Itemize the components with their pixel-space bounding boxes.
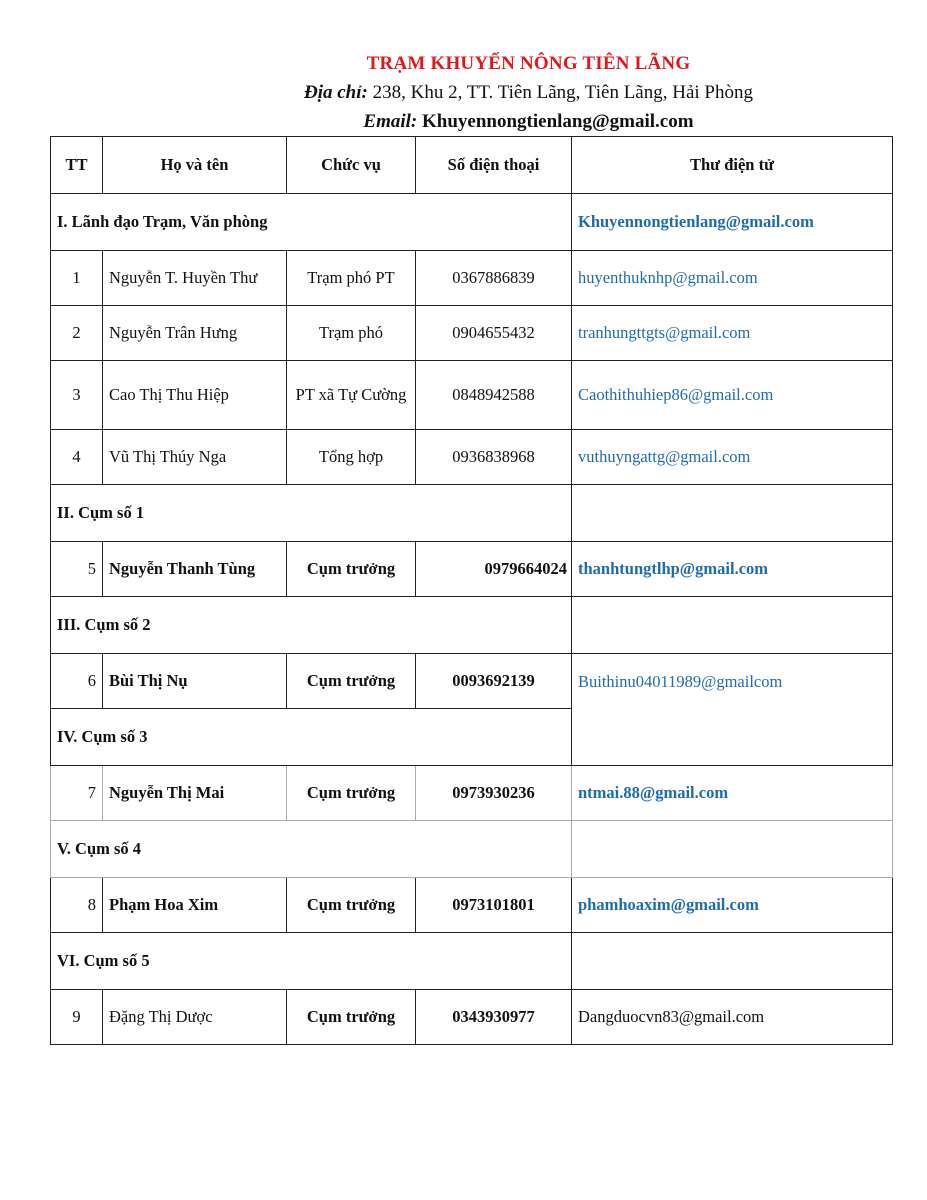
cell-name: Bùi Thị Nụ bbox=[103, 654, 287, 709]
cell-tt: 6 bbox=[51, 654, 103, 709]
cell-email[interactable]: ntmai.88@gmail.com bbox=[572, 766, 893, 821]
cell-name: Nguyễn Trân Hưng bbox=[103, 306, 287, 361]
cell-tt: 4 bbox=[51, 430, 103, 485]
cell-tt: 2 bbox=[51, 306, 103, 361]
table-row bbox=[51, 251, 893, 306]
address-line bbox=[0, 82, 927, 104]
section-row bbox=[51, 933, 893, 990]
table-row bbox=[51, 766, 893, 821]
cell-email[interactable]: phamhoaxim@gmail.com bbox=[572, 878, 893, 933]
cell-position: Cụm trưởng bbox=[287, 654, 416, 709]
section-email[interactable]: Khuyennongtienlang@gmail.com bbox=[572, 194, 893, 251]
cell-email[interactable]: huyenthuknhp@gmail.com bbox=[572, 251, 893, 306]
col-name: Họ và tên bbox=[103, 137, 287, 194]
cell-position: Cụm trưởng bbox=[287, 990, 416, 1045]
cell-tt: 7 bbox=[51, 766, 103, 821]
cell-email[interactable]: vuthuyngattg@gmail.com bbox=[572, 430, 893, 485]
cell-name: Nguyễn T. Huyền Thư bbox=[103, 251, 287, 306]
table-row bbox=[51, 430, 893, 485]
section-row bbox=[51, 194, 893, 251]
email-line bbox=[0, 111, 927, 133]
cell-phone: 0973930236 bbox=[416, 766, 572, 821]
section-title: VI. Cụm số 5 bbox=[51, 933, 572, 990]
table-header-row bbox=[51, 137, 893, 194]
section-title: I. Lãnh đạo Trạm, Văn phòng bbox=[51, 194, 572, 251]
cell-position: Trạm phó PT bbox=[287, 251, 416, 306]
email-text: Khuyennongtienlang@gmail.com bbox=[417, 111, 694, 132]
cell-position: Cụm trưởng bbox=[287, 766, 416, 821]
cell-phone: 0936838968 bbox=[416, 430, 572, 485]
cell-email[interactable]: thanhtungtlhp@gmail.com bbox=[572, 542, 893, 597]
section-row bbox=[51, 485, 893, 542]
address-label: Địa chỉ: bbox=[304, 82, 368, 103]
table-row bbox=[51, 878, 893, 933]
table-row bbox=[51, 361, 893, 430]
cell-email[interactable]: Caothithuhiep86@gmail.com bbox=[572, 361, 893, 430]
col-email: Thư điện tử bbox=[572, 137, 893, 194]
page-title: TRẠM KHUYẾN NÔNG TIÊN LÃNG bbox=[366, 53, 691, 74]
table-row bbox=[51, 654, 893, 709]
col-phone: Số điện thoại bbox=[416, 137, 572, 194]
address-text: 238, Khu 2, TT. Tiên Lãng, Tiên Lãng, Hải Phòng bbox=[367, 82, 753, 103]
cell-position: Tổng hợp bbox=[287, 430, 416, 485]
cell-name: Đặng Thị Dược bbox=[103, 990, 287, 1045]
table-row bbox=[51, 990, 893, 1045]
table-row bbox=[51, 542, 893, 597]
cell-name: Vũ Thị Thúy Nga bbox=[103, 430, 287, 485]
cell-tt: 1 bbox=[51, 251, 103, 306]
col-position: Chức vụ bbox=[287, 137, 416, 194]
cell-phone: 0979664024 bbox=[416, 542, 572, 597]
section-row bbox=[51, 597, 893, 654]
section-empty bbox=[572, 821, 893, 878]
cell-phone: 0343930977 bbox=[416, 990, 572, 1045]
cell-position: PT xã Tự Cường bbox=[287, 361, 416, 430]
cell-name: Phạm Hoa Xim bbox=[103, 878, 287, 933]
table-row bbox=[51, 306, 893, 361]
cell-position: Trạm phó bbox=[287, 306, 416, 361]
cell-position: Cụm trưởng bbox=[287, 878, 416, 933]
cell-tt: 3 bbox=[51, 361, 103, 430]
section-title: III. Cụm số 2 bbox=[51, 597, 572, 654]
section-title: II. Cụm số 1 bbox=[51, 485, 572, 542]
cell-email[interactable]: Dangduocvn83@gmail.com bbox=[572, 990, 893, 1045]
cell-email[interactable]: tranhungttgts@gmail.com bbox=[572, 306, 893, 361]
cell-position: Cụm trưởng bbox=[287, 542, 416, 597]
section-empty bbox=[572, 933, 893, 990]
email-label: Email: bbox=[363, 111, 418, 132]
cell-tt: 8 bbox=[51, 878, 103, 933]
col-tt: TT bbox=[51, 137, 103, 194]
section-row bbox=[51, 821, 893, 878]
cell-phone: 0904655432 bbox=[416, 306, 572, 361]
section-empty bbox=[572, 485, 893, 542]
cell-name: Cao Thị Thu Hiệp bbox=[103, 361, 287, 430]
cell-phone: 0973101801 bbox=[416, 878, 572, 933]
contact-table bbox=[50, 136, 893, 1045]
cell-tt: 5 bbox=[51, 542, 103, 597]
section-empty bbox=[572, 597, 893, 654]
cell-phone: 0848942588 bbox=[416, 361, 572, 430]
section-title: V. Cụm số 4 bbox=[51, 821, 572, 878]
cell-tt: 9 bbox=[51, 990, 103, 1045]
cell-name: Nguyễn Thị Mai bbox=[103, 766, 287, 821]
cell-phone: 0367886839 bbox=[416, 251, 572, 306]
cell-email[interactable]: Buithinu04011989@gmailcom bbox=[572, 654, 893, 766]
cell-phone: 0093692139 bbox=[416, 654, 572, 709]
cell-name: Nguyễn Thanh Tùng bbox=[103, 542, 287, 597]
section-title: IV. Cụm số 3 bbox=[51, 709, 572, 766]
